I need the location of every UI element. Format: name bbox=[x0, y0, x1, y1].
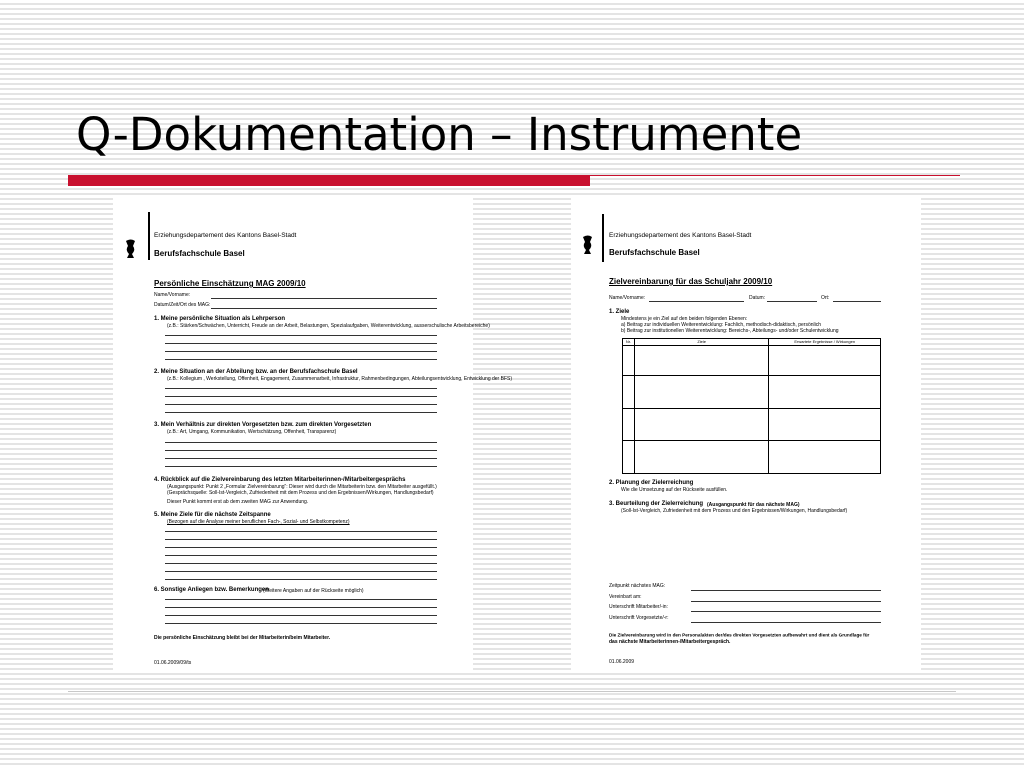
answer-line bbox=[165, 396, 437, 397]
table-header-goals: Ziele bbox=[634, 339, 768, 346]
section-6-note: (Weitere Angaben auf der Rückseite möglich) bbox=[263, 588, 364, 594]
answer-line bbox=[165, 351, 437, 352]
answer-line bbox=[165, 563, 437, 564]
section-1-note: (z.B.: Stärken/Schwächen, Unterricht, Freude an der Arbeit, Belastungen, Spezialaufgaben, Weiterentwicklung, ausserschulische Arbeitsbereiche) bbox=[167, 323, 490, 329]
section-5-note: (Bezogen auf die Analyse meiner beruflichen Fach-, Sozial- und Selbstkompetenz) bbox=[167, 519, 350, 525]
slide-title: Q-Dokumentation – Instrumente bbox=[76, 108, 803, 161]
footer-note: Die persönliche Einschätzung bleibt bei der Mitarbeiterin/beim Mitarbeiter. bbox=[154, 635, 331, 641]
form-heading: Zielvereinbarung für das Schuljahr 2009/10 bbox=[609, 277, 773, 286]
section-1-line-3: b) Beitrag zur institutionellen Weiterentwicklung: Bereichs-, Abteilungs- und/oder Schulentwicklung bbox=[621, 328, 839, 334]
answer-line bbox=[165, 335, 437, 336]
table-row bbox=[623, 409, 881, 441]
signature-line bbox=[691, 590, 881, 591]
section-2-title: 2. Planung der Zielerreichung bbox=[609, 480, 694, 486]
signature-line bbox=[691, 611, 881, 612]
section-3-title-note: (Ausgangspunkt für das nächste MAG) bbox=[707, 502, 800, 508]
answer-line bbox=[165, 442, 437, 443]
signature-label-supervisor: Unterschrift Vorgesetzte/-r: bbox=[609, 615, 669, 621]
field-place-line bbox=[833, 301, 881, 302]
answer-line bbox=[165, 607, 437, 608]
org-name: Erziehungsdepartement des Kantons Basel-Stadt bbox=[609, 232, 752, 239]
field-date-label: Datum/Zeit/Ort des MAG: bbox=[154, 302, 211, 308]
answer-line bbox=[165, 388, 437, 389]
answer-line bbox=[165, 466, 437, 467]
footer-date: 01.06.2009 bbox=[609, 659, 635, 665]
field-date-line bbox=[767, 301, 817, 302]
answer-line bbox=[165, 531, 437, 532]
basel-staff-logo-icon bbox=[123, 238, 139, 260]
answer-line bbox=[165, 359, 437, 360]
field-name-label: Name/Vorname: bbox=[154, 292, 191, 298]
answer-line bbox=[165, 412, 437, 413]
section-3-title: 3. Mein Verhältnis zur direkten Vorgesetzten bzw. zum direkten Vorgesetzten bbox=[154, 422, 372, 428]
section-2-note: (z.B.: Kollegium , Werkstellung, Offenheit, Engagement, Zusammenarbeit, Infrastruktur, Rahmenbedingungen, Abteilungsentwicklung, Entwicklung der BFS) bbox=[167, 376, 512, 382]
answer-line bbox=[165, 615, 437, 616]
signature-line bbox=[691, 622, 881, 623]
letterhead-rule bbox=[602, 214, 604, 262]
footer-date: 01.06.2009/09/ts bbox=[154, 660, 192, 666]
answer-line bbox=[165, 571, 437, 572]
section-4-title: 4. Rückblick auf die Zielvereinbarung des letzten Mitarbeiterinnen-/Mitarbeitergesprächs bbox=[154, 477, 406, 483]
answer-line bbox=[165, 599, 437, 600]
answer-line bbox=[165, 547, 437, 548]
answer-line bbox=[165, 555, 437, 556]
field-date-label: Datum: bbox=[749, 295, 766, 301]
document-right bbox=[571, 198, 921, 670]
field-place-label: Ort: bbox=[821, 295, 830, 301]
title-accent-bar bbox=[68, 175, 590, 186]
signature-label-employee: Unterschrift Mitarbeiter/-in: bbox=[609, 604, 668, 610]
table-row bbox=[623, 376, 881, 409]
section-3-note: (Soll-Ist-Vergleich, Zufriedenheit mit dem Prozess und den Ergebnissen/Wirkungen, Handlungsbedarf) bbox=[621, 508, 848, 514]
school-name: Berufsfachschule Basel bbox=[154, 249, 245, 258]
section-1-line-1: Mindestens je ein Ziel auf den beiden folgenden Ebenen: bbox=[621, 316, 748, 322]
section-1-title: 1. Meine persönliche Situation als Lehrperson bbox=[154, 316, 286, 322]
answer-line bbox=[165, 458, 437, 459]
section-3-title: 3. Beurteilung der Zielerreichung bbox=[609, 501, 704, 507]
field-date-line bbox=[211, 308, 437, 309]
field-name-line bbox=[649, 301, 744, 302]
answer-line bbox=[165, 450, 437, 451]
section-2-note: Wie die Umsetzung auf der Rückseite ausfüllen. bbox=[621, 487, 728, 493]
table-row bbox=[623, 441, 881, 474]
answer-line bbox=[165, 404, 437, 405]
section-1-line-2: a) Beitrag zur individuellen Weiterentwicklung: Fachlich, methodisch-didaktisch, persönlich bbox=[621, 322, 822, 328]
section-4-note-3: Dieser Punkt kommt erst ab dem zweiten MAG zur Anwendung. bbox=[167, 499, 309, 505]
footer-note-line-1: Die Zielvereinbarung wird in den Personalakten der/des direkten Vorgesetzten aufbewahrt und dient als Grundlage für bbox=[609, 633, 870, 639]
answer-line bbox=[165, 539, 437, 540]
footer-rule bbox=[68, 691, 956, 692]
section-1-title: 1. Ziele bbox=[609, 309, 630, 315]
answer-line bbox=[165, 623, 437, 624]
section-2-title: 2. Meine Situation an der Abteilung bzw. an der Berufsfachschule Basel bbox=[154, 369, 358, 375]
section-4-note: (Ausgangspunkt: Punkt 2 „Formular Zielvereinbarung“: Dieser wird durch die Mitarbeiterin bzw. den Mitarbeiter ausgefüllt.) bbox=[167, 484, 437, 490]
section-6-title: 6. Sonstige Anliegen bzw. Bemerkungen bbox=[154, 587, 269, 593]
signature-label-next-mag: Zeitpunkt nächstes MAG: bbox=[609, 583, 666, 589]
form-heading: Persönliche Einschätzung MAG 2009/10 bbox=[154, 279, 306, 288]
basel-staff-logo-icon bbox=[580, 234, 596, 256]
section-3-note: (z.B.: Art, Umgang, Kommunikation, Wertschätzung, Offenheit, Transparenz) bbox=[167, 429, 337, 435]
section-4-note-2: (Gesprächsquelle: Soll-Ist-Vergleich, Zufriedenheit mit dem Prozess und den Ergebnissen/Wirkungen, Handlungsbedarf) bbox=[167, 490, 434, 496]
table-header-results: Erwartete Ergebnisse / Wirkungen bbox=[769, 339, 881, 346]
signature-line bbox=[691, 601, 881, 602]
footer-note-line-2: das nächste Mitarbeiterinnen-/Mitarbeitergespräch. bbox=[609, 639, 731, 645]
signature-label-agreed: Vereinbart am: bbox=[609, 594, 642, 600]
org-name: Erziehungsdepartement des Kantons Basel-Stadt bbox=[154, 232, 297, 239]
answer-line bbox=[165, 579, 437, 580]
letterhead-rule bbox=[148, 212, 150, 260]
field-name-label: Name/Vorname: bbox=[609, 295, 646, 301]
table-header-nr: Nr. bbox=[623, 339, 635, 346]
table-row bbox=[623, 346, 881, 376]
field-name-line bbox=[211, 298, 437, 299]
document-left bbox=[113, 198, 512, 670]
answer-line bbox=[165, 343, 437, 344]
school-name: Berufsfachschule Basel bbox=[609, 248, 700, 257]
goals-table bbox=[622, 338, 881, 474]
title-accent-line bbox=[590, 175, 960, 176]
section-5-title: 5. Meine Ziele für die nächste Zeitspanne bbox=[154, 512, 271, 518]
